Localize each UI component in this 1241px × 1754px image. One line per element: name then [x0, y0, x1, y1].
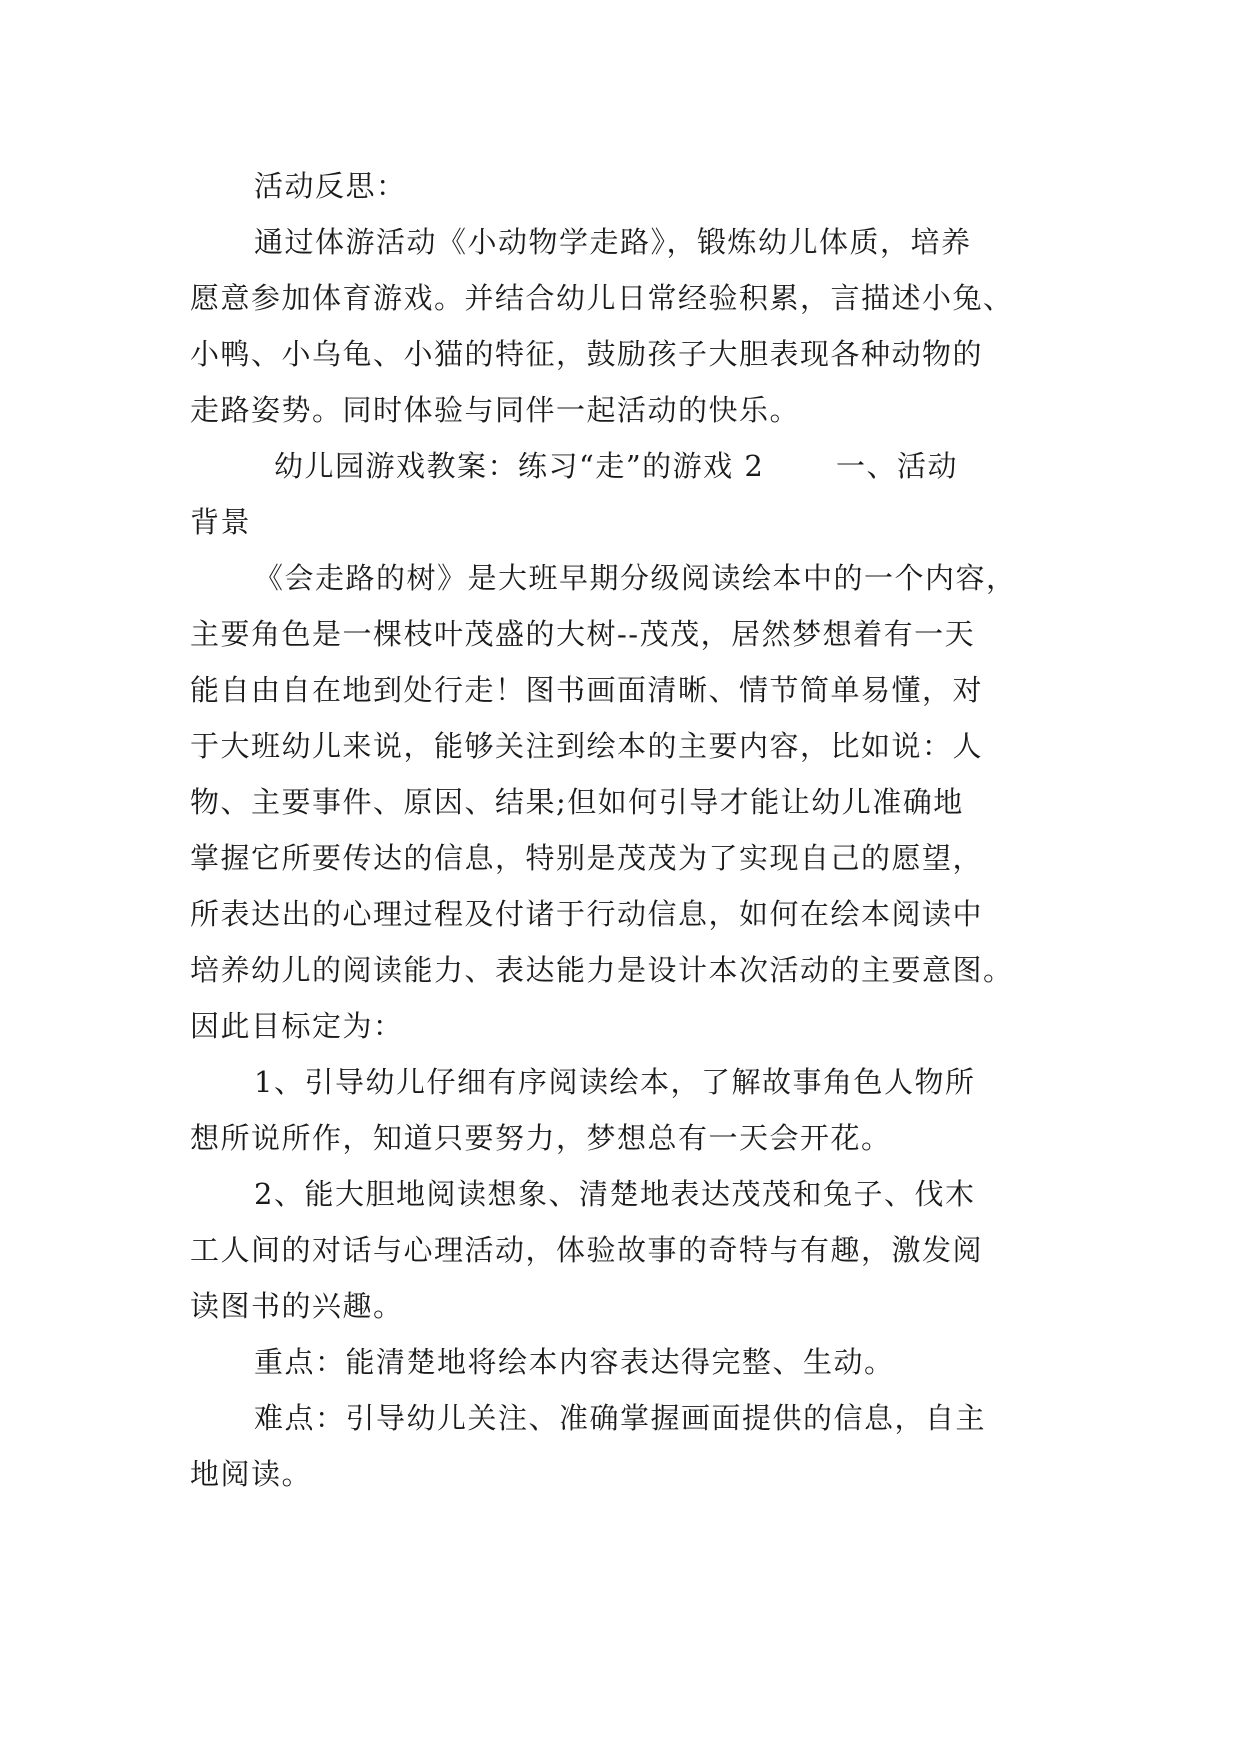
paragraph-line: 想所说所作，知道只要努力，梦想总有一天会开花。	[190, 1121, 892, 1155]
key-point: 重点：能清楚地将绘本内容表达得完整、生动。	[254, 1345, 895, 1379]
paragraph-line: 所表达出的心理过程及付诸于行动信息，如何在绘本阅读中	[190, 897, 984, 931]
paragraph-line: 地阅读。	[190, 1457, 313, 1491]
paragraph-line: 物、主要事件、原因、结果;但如何引导才能让幼儿准确地	[190, 785, 964, 819]
paragraph-line: 能自由自在地到处行走！图书画面清晰、情节简单易懂，对	[190, 673, 984, 707]
document-body	[190, 158, 1050, 1502]
section-title: 幼儿园游戏教案：练习“走”的游戏 2 一、活动	[274, 449, 959, 483]
paragraph-line: 于大班幼儿来说，能够关注到绘本的主要内容，比如说：人	[190, 729, 984, 763]
paragraph-line: 工人间的对话与心理活动，体验故事的奇特与有趣，激发阅	[190, 1233, 984, 1267]
paragraph-line: 《会走路的树》是大班早期分级阅读绘本中的一个内容，	[254, 561, 1017, 595]
paragraph-line: 活动反思：	[254, 169, 407, 203]
paragraph-line: 掌握它所要传达的信息，特别是茂茂为了实现自己的愿望，	[190, 841, 984, 875]
paragraph-line: 因此目标定为：	[190, 1009, 404, 1043]
paragraph-line: 培养幼儿的阅读能力、表达能力是设计本次活动的主要意图。	[190, 953, 1014, 987]
paragraph-line: 读图书的兴趣。	[190, 1289, 404, 1323]
difficulty-point: 难点：引导幼儿关注、准确掌握画面提供的信息，自主	[254, 1401, 987, 1435]
paragraph-line: 走路姿势。同时体验与同伴一起活动的快乐。	[190, 393, 801, 427]
paragraph-line: 主要角色是一棵枝叶茂盛的大树--茂茂，居然梦想着有一天	[190, 617, 976, 651]
goal-item: 2、能大胆地阅读想象、清楚地表达茂茂和兔子、伐木	[254, 1177, 976, 1211]
paragraph-line: 小鸭、小乌龟、小猫的特征，鼓励孩子大胆表现各种动物的	[190, 337, 984, 371]
paragraph-line: 背景	[190, 505, 252, 539]
goal-item: 1、引导幼儿仔细有序阅读绘本，了解故事角色人物所	[254, 1065, 976, 1099]
paragraph-line: 通过体游活动《小动物学走路》，锻炼幼儿体质，培养	[254, 225, 972, 259]
paragraph-line: 愿意参加体育游戏。并结合幼儿日常经验积累，言描述小兔、	[190, 281, 1014, 315]
